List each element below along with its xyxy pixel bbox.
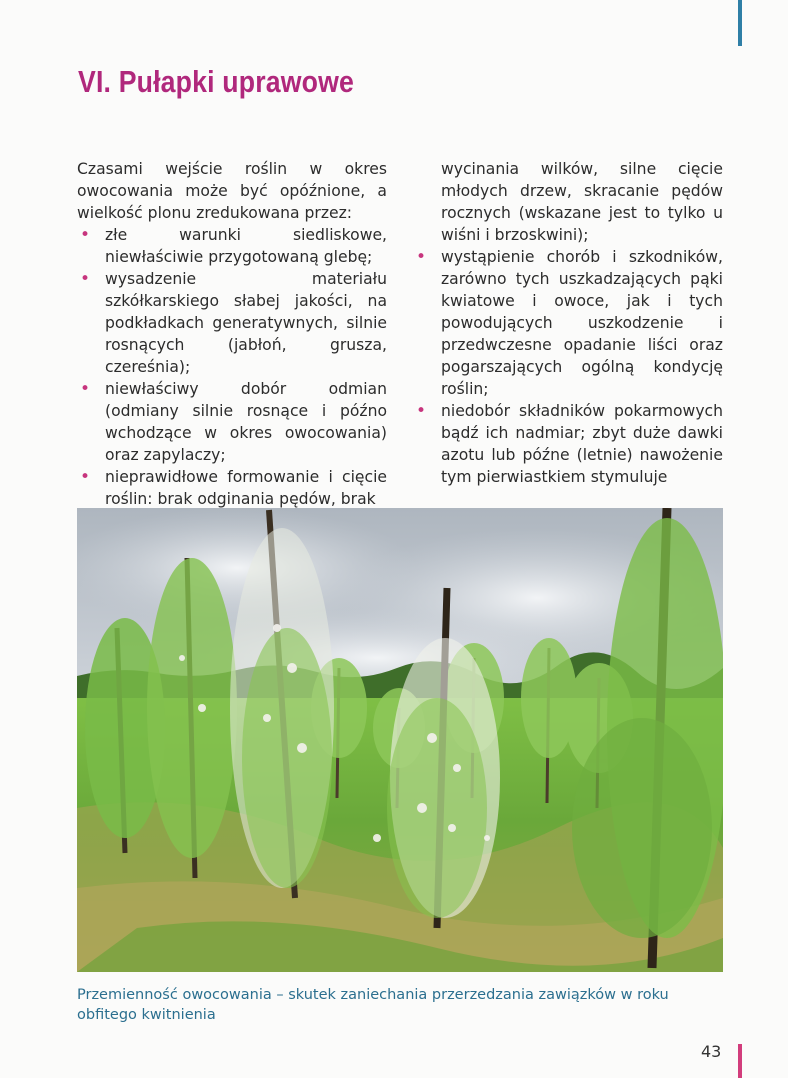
text-column-left	[77, 158, 387, 510]
orchard-photo	[77, 508, 723, 972]
bullet-icon: •	[416, 247, 427, 267]
list-item: • wysadzenie materiału szkółkarskiego słabej jakości, na podkładkach generatywnych, silnie rosnących (jabłoń, grusza, czereśnia);	[80, 269, 387, 376]
bullet-icon: •	[80, 269, 91, 289]
page-number: 43	[701, 1042, 722, 1061]
orchard-illustration	[77, 508, 723, 972]
list-item: • nieprawidłowe formowanie i cięcie roślin: brak odginania pędów, brak	[80, 467, 387, 508]
list-item-continuation: wycinania wilków, silne cięcie młodych drzew, skracanie pędów rocznych (wskazane jest to tylko u wiśni i brzoskwini);	[441, 160, 723, 244]
list-item: • wystąpienie chorób i szkodników, zarówno tych uszkadzających pąki kwiatowe i owoce, jak i tych powodujących uszkodzenie i przedwczesne opadanie liści oraz pogarszających ogólną kondycję roślin;	[416, 247, 723, 398]
bullet-icon: •	[80, 379, 91, 399]
list-item: • niedobór składników pokarmowych bądź ich nadmiar; zbyt duże dawki azotu lub późne (letnie) nawożenie tym pierwiastkiem stymuluje	[416, 401, 723, 486]
edge-marker-top	[738, 0, 742, 46]
bullet-icon: •	[80, 467, 91, 487]
bullet-list-left	[77, 224, 387, 510]
section-title: VI. Pułapki uprawowe	[78, 64, 355, 99]
bullet-icon: •	[80, 225, 91, 245]
list-item: • złe warunki siedliskowe, niewłaściwie przygotowaną glebę;	[80, 225, 387, 266]
list-item: • niewłaściwy dobór odmian (odmiany silnie rosnące i późno wchodzące w okres owocowania) oraz zapylaczy;	[80, 379, 387, 464]
edge-marker-bottom	[738, 1044, 742, 1078]
photo-caption: Przemienność owocowania – skutek zaniechania przerzedzania zawiązków w roku obfitego kwitnienia	[77, 987, 669, 1023]
intro-paragraph: Czasami wejście roślin w okres owocowania może być opóźnione, a wielkość plonu zredukowana przez:	[77, 160, 387, 222]
text-column-right	[413, 158, 723, 488]
bullet-icon: •	[416, 401, 427, 421]
bullet-list-right	[413, 158, 723, 488]
